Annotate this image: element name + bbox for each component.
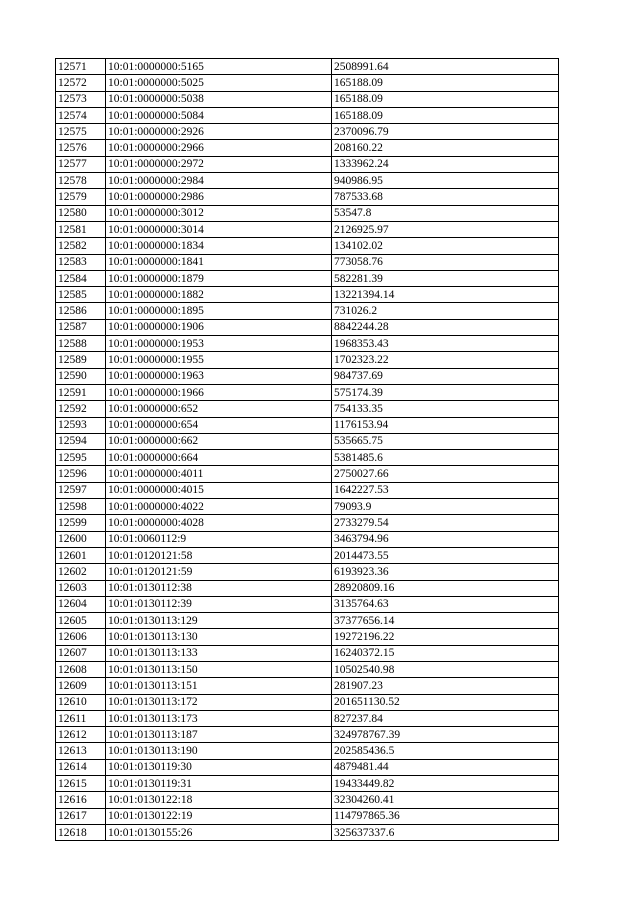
row-number-cell: 12605	[56, 613, 106, 629]
row-number-cell: 12595	[56, 450, 106, 466]
amount-cell: 1968353.43	[332, 336, 559, 352]
cadastral-number-cell: 10:01:0000000:1841	[106, 254, 332, 270]
cadastral-number-cell: 10:01:0130113:133	[106, 645, 332, 661]
row-number-cell: 12594	[56, 433, 106, 449]
amount-cell: 535665.75	[332, 433, 559, 449]
row-number-cell: 12603	[56, 580, 106, 596]
cadastral-number-cell: 10:01:0000000:5038	[106, 91, 332, 107]
cadastral-number-cell: 10:01:0130119:31	[106, 776, 332, 792]
row-number-cell: 12597	[56, 482, 106, 498]
table-row	[56, 515, 559, 531]
row-number-cell: 12610	[56, 694, 106, 710]
amount-cell: 575174.39	[332, 384, 559, 400]
table-row	[56, 743, 559, 759]
amount-cell: 37377656.14	[332, 613, 559, 629]
row-number-cell: 12571	[56, 59, 106, 75]
amount-cell: 3135764.63	[332, 596, 559, 612]
row-number-cell: 12572	[56, 75, 106, 91]
cadastral-number-cell: 10:01:0000000:1834	[106, 238, 332, 254]
cadastral-number-cell: 10:01:0000000:4022	[106, 499, 332, 515]
table-row	[56, 417, 559, 433]
amount-cell: 8842244.28	[332, 319, 559, 335]
cadastral-number-cell: 10:01:0130155:26	[106, 824, 332, 840]
table-row	[56, 727, 559, 743]
cadastral-number-cell: 10:01:0000000:3012	[106, 205, 332, 221]
row-number-cell: 12607	[56, 645, 106, 661]
row-number-cell: 12590	[56, 368, 106, 384]
amount-cell: 79093.9	[332, 499, 559, 515]
row-number-cell: 12609	[56, 678, 106, 694]
table-row	[56, 287, 559, 303]
cadastral-number-cell: 10:01:0120121:59	[106, 564, 332, 580]
data-table	[55, 58, 559, 841]
table-row	[56, 384, 559, 400]
amount-cell: 2370096.79	[332, 124, 559, 140]
table-row	[56, 661, 559, 677]
table-row	[56, 156, 559, 172]
table-row	[56, 466, 559, 482]
cadastral-number-cell: 10:01:0000000:654	[106, 417, 332, 433]
amount-cell: 2508991.64	[332, 59, 559, 75]
amount-cell: 10502540.98	[332, 661, 559, 677]
amount-cell: 114797865.36	[332, 808, 559, 824]
row-number-cell: 12592	[56, 401, 106, 417]
row-number-cell: 12617	[56, 808, 106, 824]
cadastral-number-cell: 10:01:0000000:1879	[106, 270, 332, 286]
row-number-cell: 12582	[56, 238, 106, 254]
amount-cell: 134102.02	[332, 238, 559, 254]
table-row	[56, 189, 559, 205]
cadastral-number-cell: 10:01:0000000:5165	[106, 59, 332, 75]
row-number-cell: 12579	[56, 189, 106, 205]
cadastral-number-cell: 10:01:0130122:18	[106, 792, 332, 808]
row-number-cell: 12581	[56, 221, 106, 237]
row-number-cell: 12574	[56, 107, 106, 123]
cadastral-number-cell: 10:01:0000000:1906	[106, 319, 332, 335]
table-row	[56, 808, 559, 824]
amount-cell: 1176153.94	[332, 417, 559, 433]
table-row	[56, 694, 559, 710]
table-row	[56, 336, 559, 352]
amount-cell: 1642227.53	[332, 482, 559, 498]
cadastral-number-cell: 10:01:0000000:2972	[106, 156, 332, 172]
table-row	[56, 59, 559, 75]
amount-cell: 202585436.5	[332, 743, 559, 759]
amount-cell: 4879481.44	[332, 759, 559, 775]
amount-cell: 2733279.54	[332, 515, 559, 531]
row-number-cell: 12593	[56, 417, 106, 433]
cadastral-number-cell: 10:01:0130113:187	[106, 727, 332, 743]
table-row	[56, 205, 559, 221]
cadastral-number-cell: 10:01:0130122:19	[106, 808, 332, 824]
row-number-cell: 12616	[56, 792, 106, 808]
table-row	[56, 107, 559, 123]
row-number-cell: 12586	[56, 303, 106, 319]
table-row	[56, 499, 559, 515]
row-number-cell: 12596	[56, 466, 106, 482]
amount-cell: 5381485.6	[332, 450, 559, 466]
row-number-cell: 12584	[56, 270, 106, 286]
amount-cell: 827237.84	[332, 710, 559, 726]
table-row	[56, 645, 559, 661]
table-row	[56, 564, 559, 580]
cadastral-number-cell: 10:01:0000000:1882	[106, 287, 332, 303]
row-number-cell: 12580	[56, 205, 106, 221]
cadastral-number-cell: 10:01:0000000:5025	[106, 75, 332, 91]
table-row	[56, 824, 559, 840]
amount-cell: 28920809.16	[332, 580, 559, 596]
amount-cell: 940986.95	[332, 173, 559, 189]
amount-cell: 6193923.36	[332, 564, 559, 580]
row-number-cell: 12588	[56, 336, 106, 352]
cadastral-number-cell: 10:01:0000000:652	[106, 401, 332, 417]
table-row	[56, 75, 559, 91]
amount-cell: 16240372.15	[332, 645, 559, 661]
row-number-cell: 12614	[56, 759, 106, 775]
table-row	[56, 547, 559, 563]
cadastral-number-cell: 10:01:0000000:3014	[106, 221, 332, 237]
table-row	[56, 270, 559, 286]
amount-cell: 1333962.24	[332, 156, 559, 172]
amount-cell: 2014473.55	[332, 547, 559, 563]
row-number-cell: 12601	[56, 547, 106, 563]
row-number-cell: 12585	[56, 287, 106, 303]
document-page	[55, 58, 558, 841]
row-number-cell: 12612	[56, 727, 106, 743]
amount-cell: 324978767.39	[332, 727, 559, 743]
cadastral-number-cell: 10:01:0130113:129	[106, 613, 332, 629]
table-row	[56, 580, 559, 596]
row-number-cell: 12591	[56, 384, 106, 400]
amount-cell: 32304260.41	[332, 792, 559, 808]
table-row	[56, 221, 559, 237]
amount-cell: 165188.09	[332, 75, 559, 91]
cadastral-number-cell: 10:01:0120121:58	[106, 547, 332, 563]
amount-cell: 165188.09	[332, 91, 559, 107]
table-row	[56, 776, 559, 792]
cadastral-number-cell: 10:01:0130113:190	[106, 743, 332, 759]
row-number-cell: 12600	[56, 531, 106, 547]
table-row	[56, 792, 559, 808]
cadastral-number-cell: 10:01:0130113:130	[106, 629, 332, 645]
cadastral-number-cell: 10:01:0000000:1966	[106, 384, 332, 400]
cadastral-number-cell: 10:01:0000000:1955	[106, 352, 332, 368]
amount-cell: 201651130.52	[332, 694, 559, 710]
amount-cell: 582281.39	[332, 270, 559, 286]
amount-cell: 53547.8	[332, 205, 559, 221]
row-number-cell: 12587	[56, 319, 106, 335]
table-row	[56, 238, 559, 254]
amount-cell: 1702323.22	[332, 352, 559, 368]
table-row	[56, 140, 559, 156]
table-row	[56, 629, 559, 645]
cadastral-number-cell: 10:01:0000000:1963	[106, 368, 332, 384]
row-number-cell: 12618	[56, 824, 106, 840]
table-row	[56, 124, 559, 140]
cadastral-number-cell: 10:01:0130113:151	[106, 678, 332, 694]
row-number-cell: 12615	[56, 776, 106, 792]
row-number-cell: 12598	[56, 499, 106, 515]
amount-cell: 281907.23	[332, 678, 559, 694]
table-row	[56, 450, 559, 466]
table-row	[56, 613, 559, 629]
cadastral-number-cell: 10:01:0000000:4028	[106, 515, 332, 531]
row-number-cell: 12589	[56, 352, 106, 368]
amount-cell: 19272196.22	[332, 629, 559, 645]
table-row	[56, 433, 559, 449]
cadastral-number-cell: 10:01:0000000:664	[106, 450, 332, 466]
cadastral-number-cell: 10:01:0000000:1953	[106, 336, 332, 352]
table-row	[56, 678, 559, 694]
amount-cell: 2126925.97	[332, 221, 559, 237]
table-row	[56, 759, 559, 775]
cadastral-number-cell: 10:01:0060112:9	[106, 531, 332, 547]
row-number-cell: 12604	[56, 596, 106, 612]
amount-cell: 2750027.66	[332, 466, 559, 482]
row-number-cell: 12599	[56, 515, 106, 531]
table-body	[56, 59, 559, 841]
amount-cell: 165188.09	[332, 107, 559, 123]
row-number-cell: 12602	[56, 564, 106, 580]
cadastral-number-cell: 10:01:0000000:2966	[106, 140, 332, 156]
table-row	[56, 173, 559, 189]
row-number-cell: 12606	[56, 629, 106, 645]
amount-cell: 787533.68	[332, 189, 559, 205]
row-number-cell: 12576	[56, 140, 106, 156]
amount-cell: 731026.2	[332, 303, 559, 319]
row-number-cell: 12578	[56, 173, 106, 189]
cadastral-number-cell: 10:01:0000000:4015	[106, 482, 332, 498]
table-row	[56, 596, 559, 612]
amount-cell: 773058.76	[332, 254, 559, 270]
row-number-cell: 12613	[56, 743, 106, 759]
table-row	[56, 254, 559, 270]
table-row	[56, 531, 559, 547]
table-row	[56, 303, 559, 319]
amount-cell: 754133.35	[332, 401, 559, 417]
amount-cell: 3463794.96	[332, 531, 559, 547]
table-row	[56, 91, 559, 107]
cadastral-number-cell: 10:01:0130112:39	[106, 596, 332, 612]
row-number-cell: 12611	[56, 710, 106, 726]
row-number-cell: 12608	[56, 661, 106, 677]
cadastral-number-cell: 10:01:0000000:5084	[106, 107, 332, 123]
row-number-cell: 12573	[56, 91, 106, 107]
cadastral-number-cell: 10:01:0000000:2926	[106, 124, 332, 140]
cadastral-number-cell: 10:01:0000000:1895	[106, 303, 332, 319]
amount-cell: 19433449.82	[332, 776, 559, 792]
table-row	[56, 710, 559, 726]
table-row	[56, 401, 559, 417]
cadastral-number-cell: 10:01:0130112:38	[106, 580, 332, 596]
amount-cell: 325637337.6	[332, 824, 559, 840]
amount-cell: 984737.69	[332, 368, 559, 384]
table-row	[56, 482, 559, 498]
cadastral-number-cell: 10:01:0000000:4011	[106, 466, 332, 482]
cadastral-number-cell: 10:01:0130119:30	[106, 759, 332, 775]
cadastral-number-cell: 10:01:0130113:172	[106, 694, 332, 710]
cadastral-number-cell: 10:01:0130113:173	[106, 710, 332, 726]
row-number-cell: 12583	[56, 254, 106, 270]
cadastral-number-cell: 10:01:0000000:2986	[106, 189, 332, 205]
amount-cell: 13221394.14	[332, 287, 559, 303]
cadastral-number-cell: 10:01:0000000:2984	[106, 173, 332, 189]
cadastral-number-cell: 10:01:0130113:150	[106, 661, 332, 677]
table-row	[56, 368, 559, 384]
table-row	[56, 319, 559, 335]
amount-cell: 208160.22	[332, 140, 559, 156]
row-number-cell: 12577	[56, 156, 106, 172]
table-row	[56, 352, 559, 368]
row-number-cell: 12575	[56, 124, 106, 140]
cadastral-number-cell: 10:01:0000000:662	[106, 433, 332, 449]
